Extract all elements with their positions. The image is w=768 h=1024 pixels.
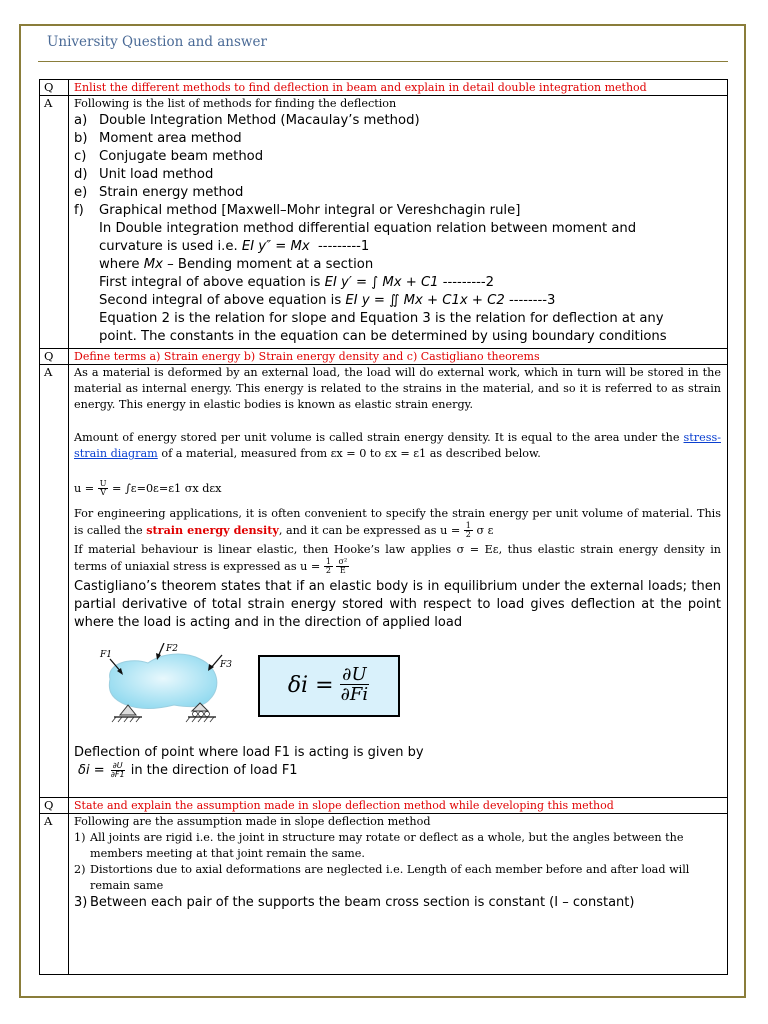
a-tag: A [40, 96, 69, 349]
stress-strain-diagram-link[interactable]: stress-strain diagram [74, 431, 721, 460]
question-text-2: Define terms a) Strain energy b) Strain energy density and c) Castigliano theorems [69, 349, 728, 365]
engineering-applications-paragraph: For engineering applications, it is often convenient to specify the strain energy per unit volume of material. This is called the strain energy density, and it can be expressed as u = $\frac{1}{2}$ σ ε [74, 507, 721, 540]
q-tag: Q [40, 80, 69, 96]
q-tag: Q [40, 349, 69, 365]
q-tag: Q [40, 798, 69, 814]
a-tag: A [40, 365, 69, 798]
strain-energy-paragraph: As a material is deformed by an external load, the load will do external work, which in turn will be stored in the material as internal energy. This energy is related to the strains in the material, and so it is referred to as strain energy. This energy in elastic bodies is known as elastic strain energy. [74, 366, 721, 411]
deflection-statement: Deflection of point where load F1 is acting is given by [74, 744, 424, 760]
answer-content-1 [69, 96, 728, 349]
list-item: a) Double Integration Method (Macaulay’s method) [74, 113, 420, 128]
list-item: d) Unit load method [74, 167, 214, 182]
question-row-3 [40, 798, 728, 814]
list-item: f) Graphical method [Maxwell–Mohr integral or Vereshchagin rule] [74, 203, 521, 218]
list-item: 1) All joints are rigid i.e. the joint in structure may rotate or deflect as a whole, but the angles between the members meeting at that joint remain the same. [74, 831, 684, 860]
a-tag: A [40, 814, 69, 975]
answer-row-1 [40, 96, 728, 349]
list-item: c) Conjugate beam method [74, 149, 264, 164]
answer-intro: Following is the list of methods for finding the deflection [74, 97, 397, 110]
answer-content-3 [69, 814, 728, 975]
strain-energy-density-term: strain energy density [146, 523, 279, 537]
qa-table [39, 79, 728, 975]
answer-row-2 [40, 365, 728, 798]
list-item: 3) Between each pair of the supports the beam cross section is constant (I – constant) [74, 895, 635, 910]
page-header-title: University Question and answer [47, 34, 267, 50]
equation-3: EI y = ∬ Mx + C1x + C2 [345, 293, 505, 308]
answer-row-3 [40, 814, 728, 975]
elastic-body-diagram [96, 643, 232, 729]
question-text-1: Enlist the different methods to find deflection in beam and explain in detail double integration method [69, 80, 728, 96]
equation-1: EI y″ = Mx [241, 239, 310, 254]
svg-text:F2: F2 [166, 643, 178, 654]
strain-energy-density-paragraph: Amount of energy stored per unit volume is called strain energy density. It is equal to the area under the stress-strain diagram of a material, measured from εx = 0 to εx = ε1 as described below. [74, 431, 721, 460]
list-item: 2) Distortions due to axial deformations are neglected i.e. Length of each member before and after load will remain same [74, 863, 690, 892]
assumptions-intro: Following are the assumption made in slope deflection method [74, 815, 431, 828]
double-integration-explanation: In Double integration method differential equation relation between moment and curvature is used i.e. EI y″ = Mx ---------1 where Mx – Bending moment at a section First integral of above equation is EI y′ = ∫ Mx + C1 ---------2 Second integral of above equation is EI y = ∬ Mx + C1x + C2 --------3 Equation 2 is the relation for slope and Equation 3 is the relation for deflection at any point. The constants in the equation can be determined by using boundary conditions [99, 221, 667, 344]
question-row-2 [40, 349, 728, 365]
svg-text:F1: F1 [100, 649, 112, 660]
linear-elastic-paragraph: If material behaviour is linear elastic, then Hooke’s law applies σ = Eε, thus elastic strain energy density in terms of uniaxial stress is expressed as u = $\frac{1}{2}$ $\frac{\text{σ²}}{E}$ [74, 542, 721, 575]
castigliano-figure-row [74, 638, 721, 734]
list-item: e) Strain energy method [74, 185, 244, 200]
header-divider [38, 61, 728, 62]
castigliano-theorem-paragraph: Castigliano’s theorem states that if an elastic body is in equilibrium under the external loads; then partial derivative of total strain energy stored with respect to load gives deflection at the point where the load is acting and in the direction of applied load [74, 578, 721, 630]
equation-2: EI y′ = ∫ Mx + C1 [324, 275, 439, 290]
castigliano-formula-box: δi = $\frac{\partial U}{\partial Fi}$ [258, 655, 400, 717]
question-row-1 [40, 80, 728, 96]
svg-text:F3: F3 [220, 659, 232, 670]
list-item: b) Moment area method [74, 131, 242, 146]
answer-content-2 [69, 365, 728, 798]
methods-list [74, 112, 721, 220]
strain-energy-density-equation: u = $\frac{U}{V}$ = ∫ε=0ε=ε1 σx dεx [74, 479, 222, 498]
question-text-3: State and explain the assumption made in slope deflection method while developing this method [69, 798, 728, 814]
deflection-formula-line: δi = $\frac{\partial U}{\partial F1}$ in the direction of load F1 [78, 760, 298, 779]
